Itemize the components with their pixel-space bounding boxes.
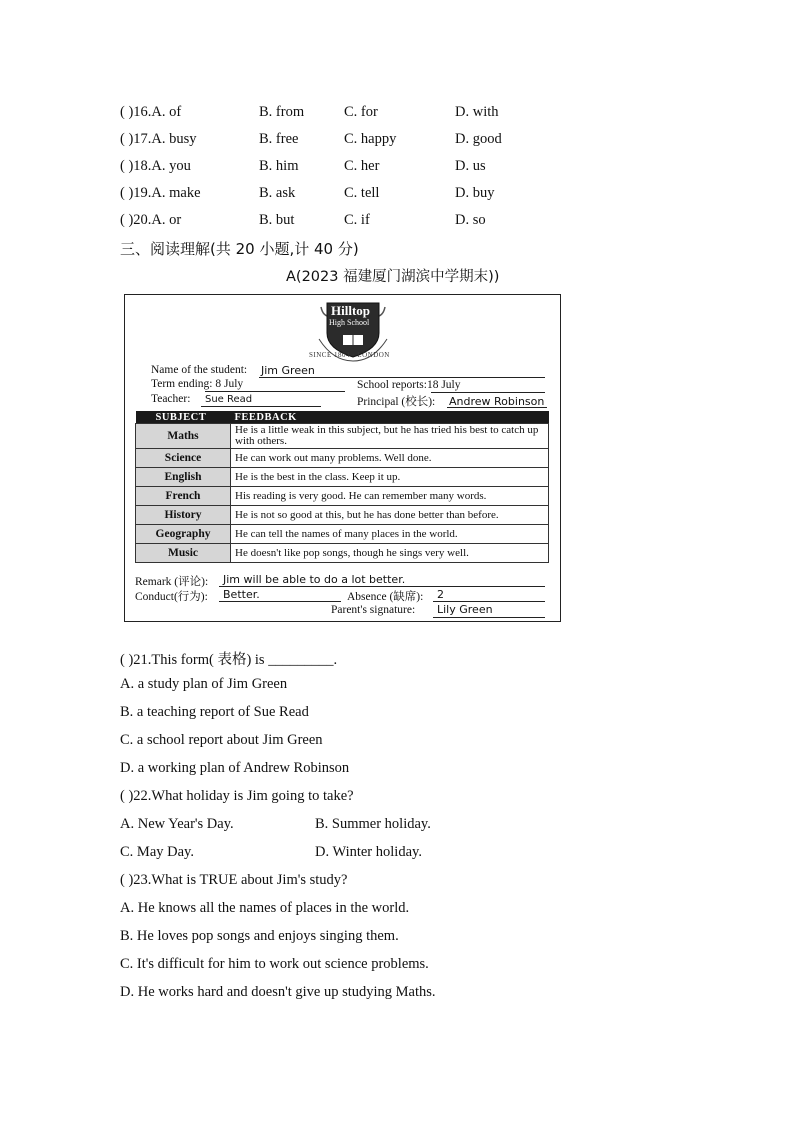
absence-label: Absence (缺席):: [347, 591, 424, 603]
feedback-cell: He doesn't like pop songs, though he sings very well.: [231, 544, 549, 563]
feedback-cell: He is a little weak in this subject, but he has tried his best to catch up with others.: [231, 424, 549, 449]
question-23-option-b: B. He loves pop songs and enjoys singing them.: [120, 928, 399, 944]
mcq-option-b: B. but: [259, 212, 295, 228]
term-ending-label: Term ending: 8 July: [151, 378, 244, 390]
student-name-label: Name of the student:: [151, 364, 248, 376]
feedback-cell: He can work out many problems. Well done.: [231, 449, 549, 468]
question-21-option-a: A. a study plan of Jim Green: [120, 676, 288, 692]
feedback-cell: He can tell the names of many places in the world.: [231, 525, 549, 544]
teacher-value: Sue Read: [205, 394, 253, 405]
question-21-option-b: B. a teaching report of Sue Read: [120, 704, 309, 720]
question-22-option-d: D. Winter holiday.: [315, 844, 422, 860]
school-logo-motto: SINCE 1804 · LONDON: [309, 351, 390, 359]
mcq-option-c: C. if: [344, 212, 370, 228]
mcq-option-d: D. us: [455, 158, 486, 174]
mcq-option-b: B. from: [259, 104, 305, 120]
mcq-option-c: C. tell: [344, 185, 380, 201]
subject-cell: French: [136, 487, 231, 506]
absence-value: 2: [437, 588, 444, 601]
mcq-question: ( )18.A. you: [120, 158, 191, 174]
subject-cell: Science: [136, 449, 231, 468]
table-row: [136, 449, 549, 468]
table-row: [136, 487, 549, 506]
remark-value: Jim will be able to do a lot better.: [223, 573, 406, 586]
question-22-option-a: A. New Year's Day.: [120, 816, 234, 832]
feedback-cell: His reading is very good. He can remember many words.: [231, 487, 549, 506]
feedback-column-header: FEEDBACK: [231, 411, 549, 424]
principal-label: Principal (校长):: [357, 396, 436, 408]
student-name-value: Jim Green: [261, 364, 315, 377]
mcq-option-c: C. for: [344, 104, 378, 120]
feedback-cell: He is the best in the class. Keep it up.: [231, 468, 549, 487]
question-22: ( )22.What holiday is Jim going to take?: [120, 788, 354, 804]
absence-underline: [433, 587, 545, 602]
question-23-option-d: D. He works hard and doesn't give up studying Maths.: [120, 984, 436, 1000]
question-23-option-a: A. He knows all the names of places in the world.: [120, 900, 410, 916]
question-22-option-c: C. May Day.: [120, 844, 194, 860]
mcq-option-c: C. her: [344, 158, 380, 174]
table-header-row: [136, 411, 549, 424]
mcq-option-c: C. happy: [344, 131, 397, 147]
conduct-label: Conduct(行为):: [135, 591, 208, 603]
school-logo-name: Hilltop: [331, 303, 371, 318]
subject-cell: Music: [136, 544, 231, 563]
question-21-option-d: D. a working plan of Andrew Robinson: [120, 760, 350, 776]
signature-value: Lily Green: [437, 603, 493, 616]
subject-cell: Geography: [136, 525, 231, 544]
mcq-question: ( )17.A. busy: [120, 131, 197, 147]
subject-cell: Maths: [136, 424, 231, 449]
passage-title: A(2023 福建厦门湖滨中学期末)): [286, 269, 500, 285]
question-23-option-c: C. It's difficult for him to work out science problems.: [120, 956, 429, 972]
mcq-question: ( )16.A. of: [120, 104, 182, 120]
table-row: [136, 468, 549, 487]
mcq-question: ( )20.A. or: [120, 212, 182, 228]
question-23: ( )23.What is TRUE about Jim's study?: [120, 872, 348, 888]
school-reports-label: School reports:18 July: [357, 379, 461, 391]
term-ending-underline: [205, 377, 345, 392]
school-reports-underline: [431, 378, 545, 393]
mcq-option-d: D. so: [455, 212, 486, 228]
school-logo-subtitle: High School: [329, 318, 370, 327]
question-22-option-b: B. Summer holiday.: [315, 816, 431, 832]
table-row: [136, 525, 549, 544]
mcq-question: ( )19.A. make: [120, 185, 201, 201]
section-title: 三、阅读理解(共 20 小题,计 40 分): [120, 240, 359, 258]
remark-label: Remark (评论):: [135, 576, 209, 588]
table-row: [136, 506, 549, 525]
mcq-option-d: D. good: [455, 131, 502, 147]
question-21-option-c: C. a school report about Jim Green: [120, 732, 323, 748]
teacher-label: Teacher:: [151, 393, 191, 405]
school-report-card: [124, 294, 561, 622]
subject-column-header: SUBJECT: [136, 411, 231, 424]
feedback-cell: He is not so good at this, but he has done better than before.: [231, 506, 549, 525]
subject-cell: English: [136, 468, 231, 487]
subject-cell: History: [136, 506, 231, 525]
question-21: ( )21.This form( 表格) is _________.: [120, 652, 338, 668]
feedback-table: [135, 411, 549, 563]
mcq-option-b: B. him: [259, 158, 299, 174]
conduct-value: Better.: [223, 588, 260, 601]
signature-label: Parent's signature:: [331, 604, 416, 616]
mcq-option-d: D. with: [455, 104, 499, 120]
table-row: [136, 544, 549, 563]
mcq-option-b: B. ask: [259, 185, 296, 201]
mcq-option-d: D. buy: [455, 185, 495, 201]
table-row: [136, 424, 549, 449]
principal-value: Andrew Robinson: [449, 395, 545, 408]
mcq-option-b: B. free: [259, 131, 299, 147]
